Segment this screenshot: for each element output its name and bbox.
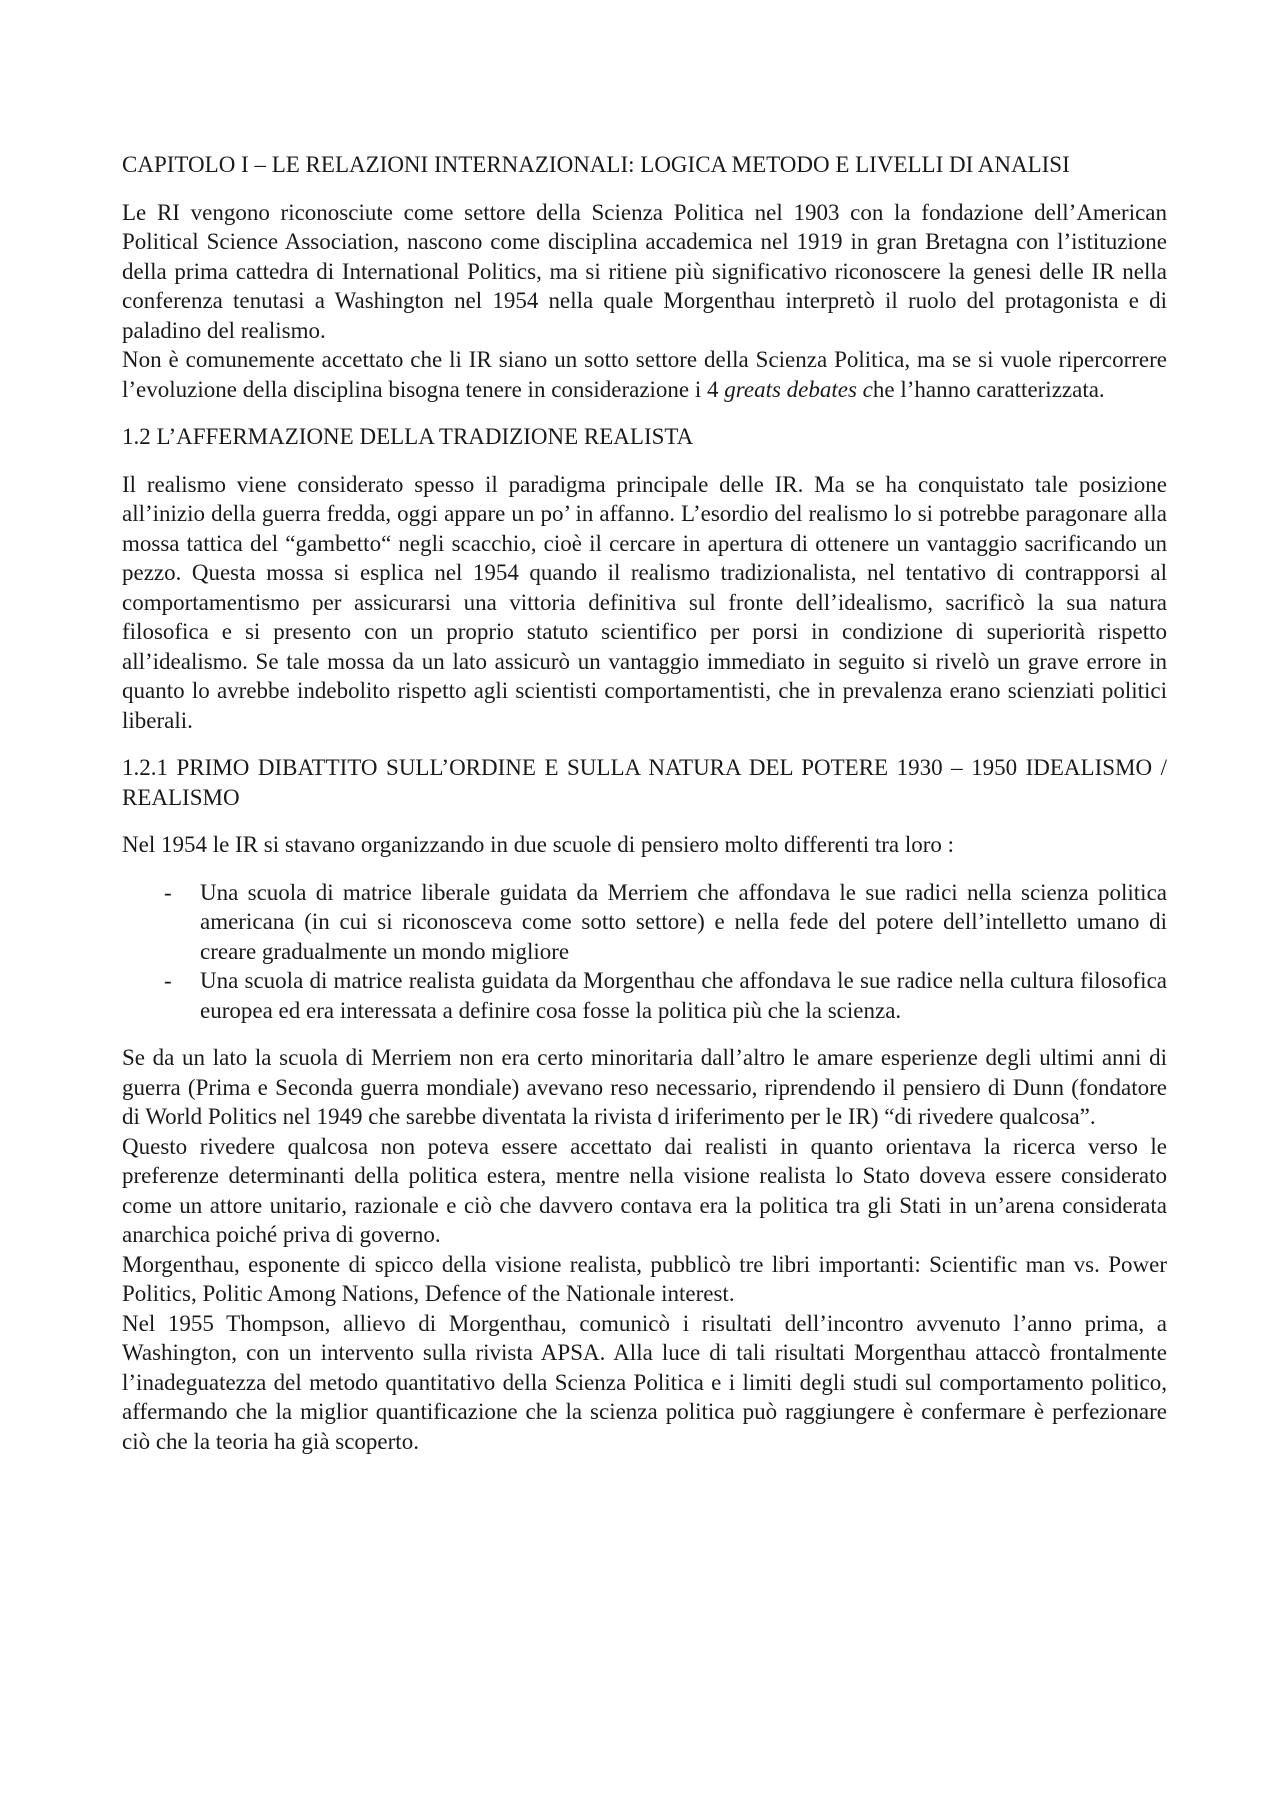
schools-list: [122, 878, 1167, 1026]
section-1-2-1-paragraph-4: Nel 1955 Thompson, allievo di Morgenthau, comunicò i risultati dell’incontro avvenuto l’anno prima, a Washington, con un intervento sulla rivista APSA. Alla luce di tali risultati Morgenthau attaccò frontalmente l’inadeguatezza del metodo quantitativo della Scienza Politica e i limiti degli studi sul comportamento politico, affermando che la miglior quantificazione che la scienza politica può raggiungere è confermare è perfezionare ciò che la teoria ha già scoperto.: [122, 1310, 1167, 1454]
spacer: [122, 1025, 1167, 1043]
intro-paragraph-2-text: Non è comunemente accettato che li IR siano un sotto settore della Scienza Politica, ma se si vuole ripercorrere l’evoluzione della disciplina bisogna tenere in considerazione i 4: [122, 347, 1167, 402]
list-dash: -: [164, 879, 172, 905]
section-heading-1-2-1: 1.2.1 PRIMO DIBATTITO SULL’ORDINE E SULLA NATURA DEL POTERE 1930 – 1950 IDEALISMO / REALISMO: [122, 755, 1167, 810]
intro-italic-term: greats debates c: [724, 376, 873, 402]
list-dash: -: [164, 968, 172, 993]
spacer: [122, 452, 1167, 470]
intro-paragraph-2: [122, 345, 1167, 404]
spacer: [122, 860, 1167, 878]
list-item-text: Una scuola di matrice realista guidata da Morgenthau che affondava le sue radice nella cultura filosofica europea ed era interessata a definire cosa fosse la politica più che la scienza.: [200, 968, 1167, 1023]
spacer: [122, 735, 1167, 753]
spacer: [122, 180, 1167, 198]
section-1-2-1-paragraph-3: Morgenthau, esponente di spicco della visione realista, pubblicò tre libri importanti: Scientific man vs. Power Politics, Politic Among Nations, Defence of the Nationale interest.: [122, 1251, 1167, 1306]
list-item: [122, 966, 1167, 1025]
intro-paragraph-2-end: he l’hanno caratterizzata.: [872, 376, 1105, 402]
spacer: [122, 812, 1167, 830]
section-1-2-1-paragraph-2: Questo rivedere qualcosa non poteva essere accettato dai realisti in quanto orientava la ricerca verso le preferenze determinanti della politica estera, mentre nella visione realista lo Stato doveva essere considerato come un attore unitario, razionale e ciò che davvero contava era la politica tra gli Stati in un’arena considerata anarchica poiché priva di governo.: [122, 1133, 1167, 1247]
section-1-2-1-lead: Nel 1954 le IR si stavano organizzando in due scuole di pensiero molto differenti tra loro :: [122, 832, 955, 857]
list-item: [122, 878, 1167, 967]
section-1-2-body: Il realismo viene considerato spesso il paradigma principale delle IR. Ma se ha conquistato tale posizione all’inizio della guerra fredda, oggi appare un po’ in affanno. L’esordio del realismo lo si potrebbe paragonare alla mossa tattica del “gambetto“ negli scacchio, cioè il cercare in apertura di ottenere un vantaggio sacrificando un pezzo. Questa mossa si esplica nel 1954 quando il realismo tradizionalista, nel tentativo di contrapporsi al comportamentismo per assicurarsi una vittoria definitiva sul fronte dell’idealismo, sacrificò la sua natura filosofica e si presento con un proprio statuto scientifico per porsi in condizione di superiorità rispetto all’idealismo. Se tale mossa da un lato assicurò un vantaggio immediato in seguito si rivelò un grave errore in quanto lo avrebbe indebolito rispetto agli scientisti comportamentisti, che in prevalenza erano scienziati politici liberali.: [122, 471, 1167, 733]
section-1-2-1-paragraph-1: Se da un lato la scuola di Merriem non era certo minoritaria dall’altro le amare esperienze degli ultimi anni di guerra (Prima e Seconda guerra mondiale) avevano reso necessario, riprendendo il pensiero di Dunn (fondatore di World Politics nel 1949 che sarebbe diventata la rivista d iriferimento per le IR) “di rivedere qualcosa”.: [122, 1045, 1167, 1129]
spacer: [122, 404, 1167, 422]
list-item-text: Una scuola di matrice liberale guidata da Merriem che affondava le sue radici nella scienza politica americana (in cui si riconosceva come sotto settore) e nella fede del potere dell’intelletto umano di creare gradualmente un mondo migliore: [200, 879, 1167, 964]
intro-paragraph-1: Le RI vengono riconosciute come settore della Scienza Politica nel 1903 con la fondazione dell’American Political Science Association, nascono come disciplina accademica nel 1919 in gran Bretagna con l’istituzione della prima cattedra di International Politics, ma si ritiene più significativo riconoscere la genesi delle IR nella conferenza tenutasi a Washington nel 1954 nella quale Morgenthau interpretò il ruolo del protagonista e di paladino del realismo.: [122, 199, 1167, 343]
section-heading-1-2: 1.2 L’AFFERMAZIONE DELLA TRADIZIONE REALISTA: [122, 424, 694, 449]
chapter-title: CAPITOLO I – LE RELAZIONI INTERNAZIONALI: LOGICA METODO E LIVELLI DI ANALISI: [122, 152, 1070, 177]
document-page: [122, 150, 1167, 1456]
